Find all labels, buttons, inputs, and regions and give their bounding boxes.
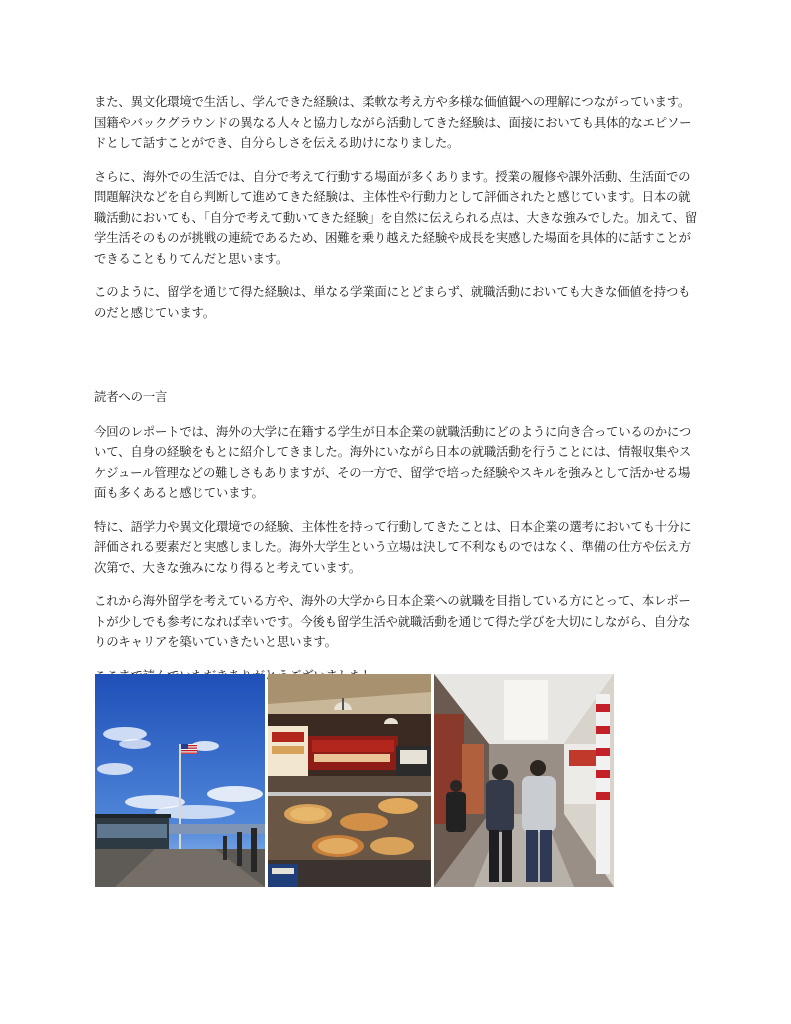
paragraph-report-intro: 今回のレポートでは、海外の大学に在籍する学生が日本企業の就職活動にどのように向き合っているのかについて、自身の経験をもとに紹介してきました。海外にいながら日本の就職活動を行うことには、情報収集やスケジュール管理などの難しさもありますが、その一方で、留学で培った経験やスキルを強みとして活かせる場面も多くあると感じています。: [94, 423, 692, 500]
paragraph-cross-cultural: また、異文化環境で生活し、学んできた経験は、柔軟な考え方や多様な価値観への理解につながっています。国籍やバックグラウンドの異なる人々と協力しながら活動してきた経験は、面接においても具体的なエピソードとして話すことができ、自分らしさを伝える助けになりました。: [94, 94, 692, 150]
section-heading: 読者への一言: [94, 389, 168, 404]
paragraph-readers: これから海外留学を考えている方や、海外の大学から日本企業への就職を目指している方にとって、本レポートが少しでも参考になれば幸いです。今後も留学生活や就職活動を通じて得た学びを大切にしながら、自分なりのキャリアを築いていきたいと思います。: [94, 593, 691, 649]
report-body: [94, 92, 698, 686]
harbor-flag-photo: [95, 674, 265, 887]
mall-corridor-photo: [434, 674, 614, 887]
paragraph-initiative: さらに、海外での生活では、自分で考えて行動する場面が多くあります。授業の履修や課外活動、生活面での問題解決などを自ら判断して進めてきた経験は、主体性や行動力として評価されたと感じています。日本の就職活動においても、「自分で考えて動いてきた経験」を自然に伝えられる点は、大きな強みでした。加えて、留学生活そのものが挑戦の連続であるため、困難を乗り越えた経験や成長を実感した場面を具体的に話すことができることもりてんだと思います。: [94, 168, 698, 266]
paragraph-strengths: 特に、語学力や異文化環境での経験、主体性を持って行動してきたことは、日本企業の選考においても十分に評価される要素だと実感しました。海外大学生という立場は決して不利なものではなく、準備の仕方や伝え方次第で、大きな強みになり得ると考えています。: [94, 518, 692, 575]
paragraph-summary: このように、留学を通じて得た経験は、単なる学業面にとどまらず、就職活動においても大きな価値を持つものだと感じています。: [94, 284, 691, 320]
pizza-counter-photo: [268, 674, 431, 887]
